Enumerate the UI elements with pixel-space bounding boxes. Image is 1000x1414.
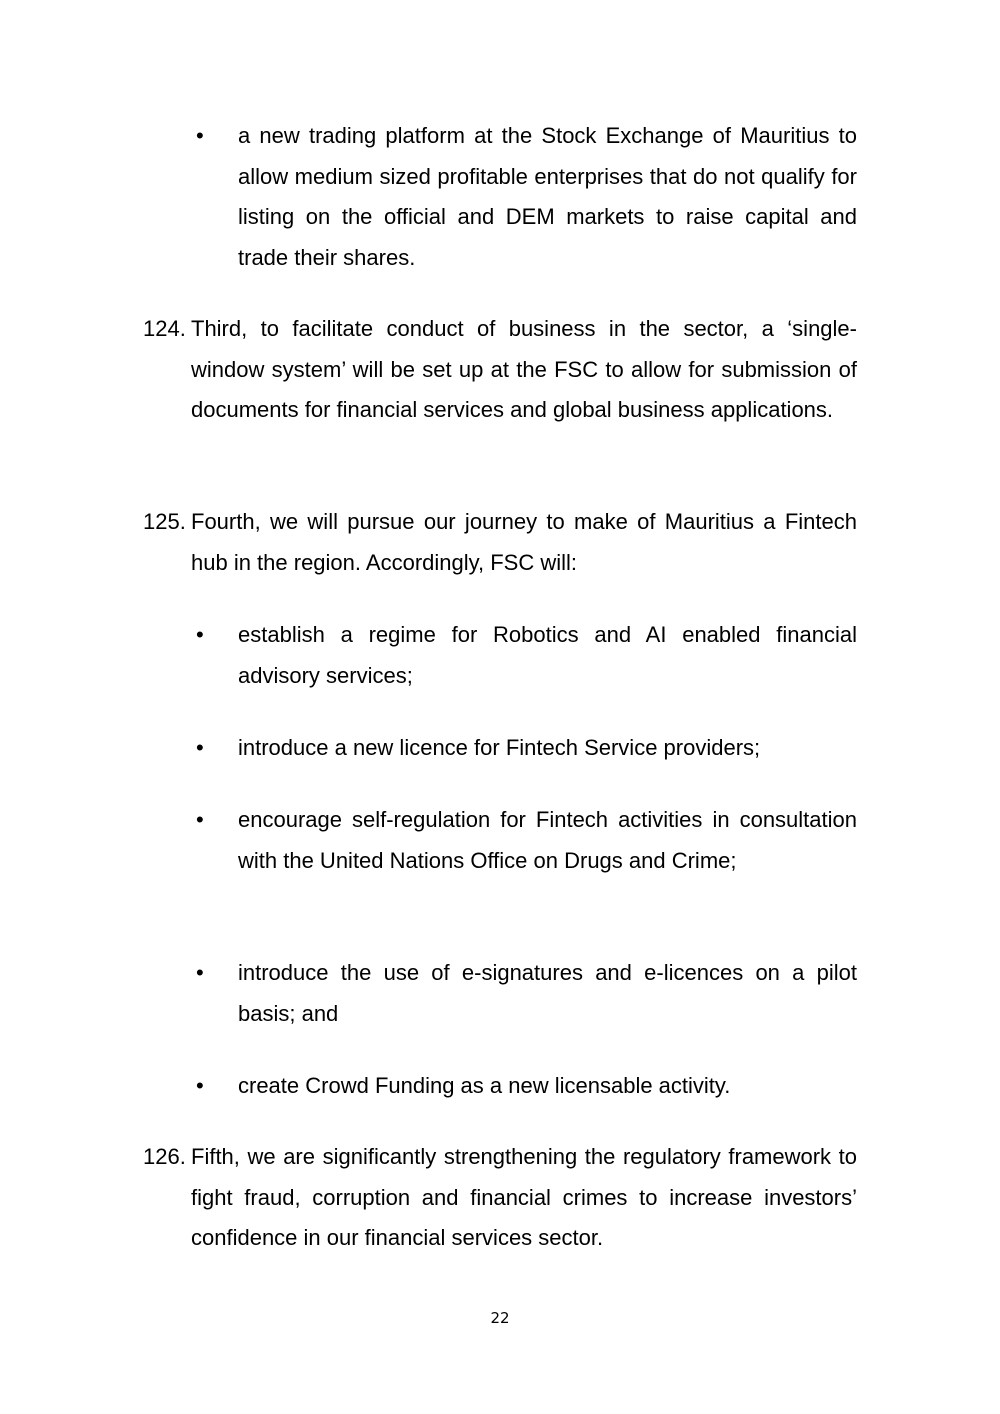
bullet-marker: • [196, 807, 204, 832]
paragraph-text: Third, to facilitate conduct of business in the sector, a ‘single-window system’ will be set up at the FSC to allow for submission of documents for financial services and global business applications. [191, 316, 857, 422]
page-number: 22 [490, 1309, 510, 1327]
paragraph-number: 126. [143, 1144, 186, 1169]
paragraph-number: 125. [143, 509, 186, 534]
bullet-marker: • [196, 123, 204, 148]
bullet-marker: • [196, 735, 204, 760]
paragraph-number: 124. [143, 316, 186, 341]
bullet-text: introduce a new licence for Fintech Service providers; [238, 735, 761, 760]
bullet-marker: • [196, 1073, 204, 1098]
bullet-text: introduce the use of e-signatures and e-licences on a pilot basis; and [238, 960, 857, 1026]
bullet-text: a new trading platform at the Stock Exchange of Mauritius to allow medium sized profitable enterprises that do not qualify for listing on the official and DEM markets to raise capital and trade their shares. [238, 123, 857, 270]
bullet-marker: • [196, 960, 204, 985]
paragraph-text: Fourth, we will pursue our journey to make of Mauritius a Fintech hub in the region. Accordingly, FSC will: [191, 509, 857, 575]
bullet-marker: • [196, 622, 204, 647]
bullet-text: encourage self-regulation for Fintech activities in consultation with the United Nations Office on Drugs and Crime; [238, 807, 857, 873]
bullet-text: create Crowd Funding as a new licensable activity. [238, 1073, 731, 1098]
bullet-text: establish a regime for Robotics and AI enabled financial advisory services; [238, 622, 857, 688]
paragraph-text: Fifth, we are significantly strengthening the regulatory framework to fight fraud, corruption and financial crimes to increase investors’ confidence in our financial services sector. [191, 1144, 857, 1250]
